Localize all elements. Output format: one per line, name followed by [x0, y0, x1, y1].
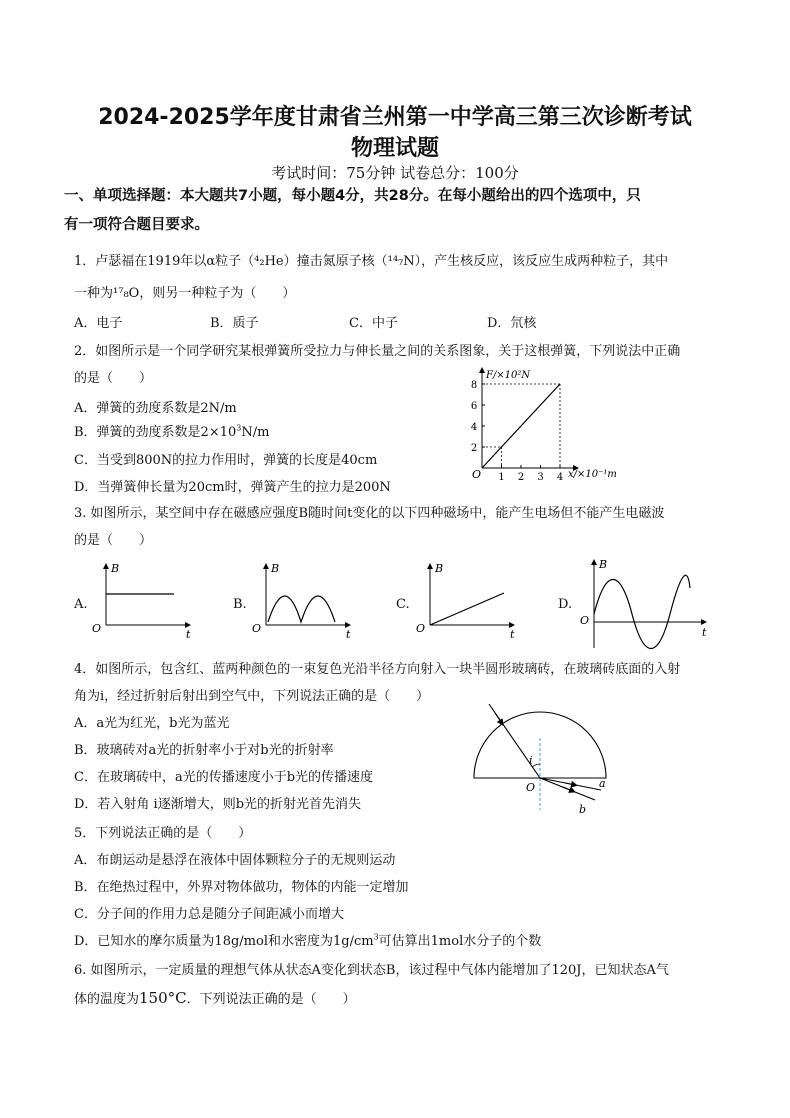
section-line-1: 一、单项选择题：本大题共7小题，每小题4分，共28分。在每小题给出的四个选项中，只 [64, 188, 641, 204]
point-o-label: O [526, 781, 536, 794]
y-tick-label: 2 [470, 443, 478, 454]
q2-option-d: D．当弹簧伸长量为20cm时，弹簧产生的拉力是200N [74, 480, 391, 495]
linear-b-line [430, 593, 504, 625]
q4-option-a: A．a光为红光，b光为蓝光 [74, 716, 230, 731]
page-subtitle: 物理试题 [350, 136, 439, 161]
y-tick-label: 6 [470, 401, 478, 412]
svg-text:B: B [435, 562, 444, 575]
q6-stem-line1: 6. 如图所示，一定质量的理想气体从状态A变化到状态B，该过程中气体内能增加了120J，已知状态A气 [74, 963, 669, 978]
q3-graph-a [90, 560, 205, 645]
svg-text:O: O [416, 622, 426, 635]
y-tick-label: 8 [470, 380, 478, 391]
svg-text:O: O [92, 622, 102, 635]
q3-graph-b [250, 560, 365, 645]
semicircle-glass-diagram [465, 698, 615, 816]
q6-stem-line2: 体的温度为150°C．下列说法正确的是（ ） [74, 989, 356, 1007]
alpha-symbol: α [206, 254, 216, 269]
svg-text:O: O [580, 614, 590, 627]
q1-stem-line2: 一种为¹⁷₈O，则另一种粒子为（ ） [74, 286, 296, 301]
x-tick-label: 1 [498, 472, 505, 483]
x-tick-label: 3 [537, 472, 544, 483]
q4-option-c: C．在玻璃砖中，a光的传播速度小于b光的传播速度 [74, 770, 374, 785]
q3-graph-c [414, 560, 529, 645]
q4-option-d: D．若入射角 i逐渐增大，则b光的折射光首先消失 [74, 797, 362, 812]
q3-stem-line1: 3. 如图所示，某空间中存在磁感应强度B随时间t变化的以下四种磁场中，能产生电场但不能产生电磁波 [74, 506, 665, 521]
svg-text:O: O [252, 622, 262, 635]
q4-option-b: B．玻璃砖对a光的折射率小于对b光的折射率 [74, 743, 334, 758]
svg-text:t: t [346, 628, 351, 641]
q2-stem-line2: 的是（ ） [74, 371, 153, 386]
q5-option-b: B．在绝热过程中，外界对物体做功，物体的内能一定增加 [74, 880, 409, 895]
q3-stem-line2: 的是（ ） [74, 533, 153, 548]
q4-stem-line2: 角为i，经过折射后射出到空气中，下列说法正确的是（ ） [74, 689, 430, 704]
q1-option-c: C．中子 [349, 316, 398, 331]
graph-ylabel: F/×10²N [486, 370, 531, 381]
page-title: 2024-2025学年度甘肃省兰州第一中学高三第三次诊断考试 [98, 105, 692, 130]
q3-option-c-label: C. [396, 597, 410, 612]
q5-stem: 5．下列说法正确的是（ ） [74, 826, 252, 841]
q4-stem-line1: 4．如图所示，包含红、蓝两种颜色的一束复色光沿半径方向射入一块半圆形玻璃砖，在玻璃砖底面的入射 [74, 662, 681, 677]
q1-option-d: D．氘核 [487, 316, 537, 331]
svg-text:t: t [702, 626, 707, 639]
ray-a-label: a [599, 777, 606, 790]
svg-text:B: B [599, 558, 608, 571]
oxygen-nucleus: ¹⁷₈O [113, 286, 140, 301]
graph-origin: O [472, 468, 482, 481]
q5-option-a: A．布朗运动是悬浮在液体中固体颗粒分子的无规则运动 [74, 853, 396, 868]
svg-text:t: t [510, 628, 515, 641]
helium-nucleus: ⁴₂He [254, 254, 284, 269]
q1-stem-line1: 1．卢瑟福在1919年以α粒子（⁴₂He）撞击氮原子核（¹⁴₇N），产生核反应，该反应生成两种粒子，其中 [74, 254, 669, 269]
q2-option-c: C．当受到800N的拉力作用时，弹簧的长度是40cm [74, 453, 378, 468]
q1-option-b: B．质子 [210, 316, 259, 331]
temperature-value: 150°C [139, 989, 187, 1007]
x-tick-label: 2 [517, 472, 525, 483]
svg-text:t: t [186, 628, 191, 641]
q3-option-b-label: B. [233, 597, 247, 612]
y-tick-label: 4 [470, 422, 478, 433]
q3-graph-d [578, 556, 713, 651]
q5-option-d: D．已知水的摩尔质量为18g/mol和水密度为$1g/cm^3$可估算出1mol水分子的个数 [74, 932, 542, 949]
nitrogen-nucleus: ¹⁴₇N [387, 254, 415, 269]
section-heading [64, 182, 728, 240]
q5-option-c: C．分子间的作用力总是随分子间距减小而增大 [74, 907, 344, 922]
angle-i-label: i [529, 754, 533, 767]
q2-option-b: B．弹簧的劲度系数是$2\times 10^3N/m$ [74, 423, 270, 440]
ray-b-label: b [579, 803, 587, 816]
svg-text:B: B [271, 562, 280, 575]
exam-info: 考试时间：75分钟 试卷总分：100分 [271, 164, 519, 182]
svg-text:B: B [111, 562, 120, 575]
q2-option-a: A．弹簧的劲度系数是2N/m [74, 401, 237, 416]
q3-option-a-label: A. [74, 597, 88, 612]
spring-force-graph [460, 360, 630, 485]
q1-option-a: A．电子 [74, 316, 123, 331]
force-extension-line [482, 384, 560, 468]
section-line-2: 有一项符合题目要求。 [64, 217, 209, 233]
q3-option-d-label: D. [558, 597, 573, 612]
x-tick-label: 4 [556, 472, 564, 483]
sine-curve [594, 575, 690, 648]
q2-stem-line1: 2．如图所示是一个同学研究某根弹簧所受拉力与伸长量之间的关系图象，关于这根弹簧，下列说法中正确 [74, 344, 681, 359]
rectified-sine-curve [268, 596, 335, 622]
graph-xlabel: x/×10⁻¹m [568, 469, 617, 480]
